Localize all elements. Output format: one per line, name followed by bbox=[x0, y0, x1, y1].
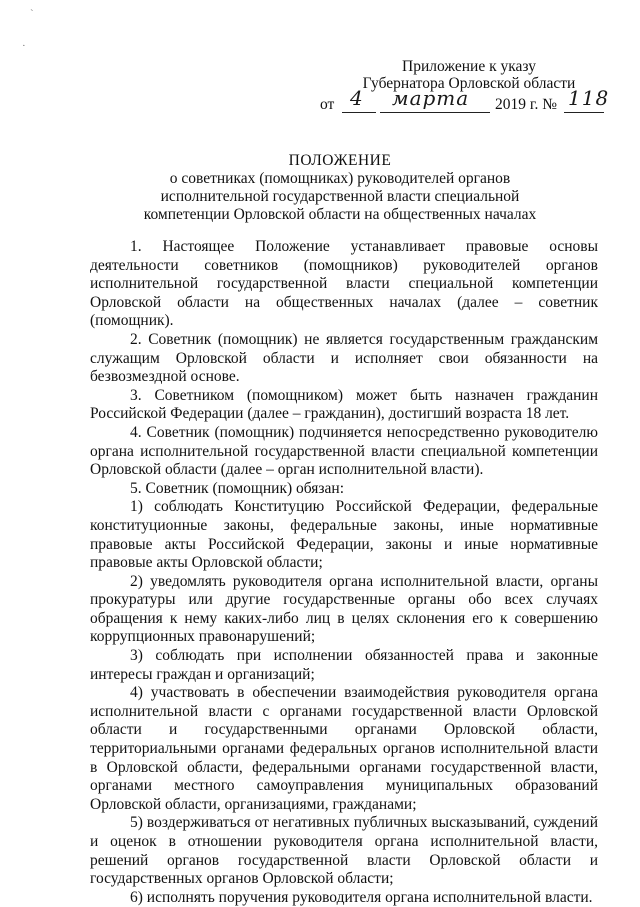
list-item: 3) соблюдать при исполнении обязанностей права и законные интересы граждан и организаций; bbox=[90, 647, 598, 683]
title-heading: ПОЛОЖЕНИЕ bbox=[288, 152, 392, 169]
handwritten-month: марта bbox=[392, 86, 470, 110]
appendix-date-line bbox=[320, 86, 620, 114]
paragraph: 5. Советник (помощник) обязан: bbox=[130, 479, 345, 497]
appendix-line: Приложение к указу bbox=[402, 58, 536, 75]
handwritten-day: 4 bbox=[350, 86, 364, 110]
title-line: о советниках (помощниках) руководителей органов bbox=[169, 170, 511, 187]
list-item: 4) участвовать в обеспечении взаимодействия руководителя органа исполнительной власти с органами государственной власти Орловской области и государственными органами Орловской области, территориальными органами федеральных органов исполнительной власти в Орловской области, федеральными органами государственной власти, органами местного самоуправления муниципальных образований Орловской области, организациями, гражданами; bbox=[90, 684, 598, 813]
list-item: 2) уведомлять руководителя органа исполнительной власти, органы прокуратуры или другие государственные органы обо всех случаях обращения к нему каких-либо лиц в целях склонения его к совершению коррупционных правонарушений; bbox=[90, 572, 598, 646]
paragraph: 2. Советник (помощник) не является государственным гражданским служащим Орловской области и исполняет свои обязанности на безвозмездной основе. bbox=[90, 330, 598, 386]
date-prefix: от bbox=[320, 96, 335, 113]
scan-mark: ˋ bbox=[30, 8, 34, 20]
scan-mark: · bbox=[22, 40, 26, 52]
paragraph: 1. Настоящее Положение устанавливает правовые основы деятельности советников (помощников) руководителей органов исполнительной государственной власти специальной компетенции Орловской области на общественных началах (далее – советник (помощник). bbox=[90, 238, 598, 330]
list-item: 5) воздерживаться от негативных публичных высказываний, суждений и оценок в отношении руководителя органа исполнительной власти, решений органов государственной власти Орловской области и государственных органов Орловской области; bbox=[90, 814, 598, 888]
title-line: компетенции Орловской области на общественных началах bbox=[143, 206, 537, 223]
paragraph: 3. Советником (помощником) может быть назначен гражданин Российской Федерации (далее – гражданин), достигший возраста 18 лет. bbox=[90, 386, 598, 423]
paragraph: 4. Советник (помощник) подчиняется непосредственно руководителю органа исполнительной государственной власти специальной компетенции Орловской области (далее – орган исполнительной власти). bbox=[90, 423, 598, 479]
list-item: 1) соблюдать Конституцию Российской Федерации, федеральные конституционные законы, федеральные законы, иные нормативные правовые акты Российской Федерации, законы и иные нормативные правовые акты Орловской области; bbox=[90, 498, 598, 572]
document-body bbox=[90, 238, 598, 907]
title-line: исполнительной государственной власти специальной bbox=[160, 188, 520, 205]
list-item: 6) исполнять поручения руководителя органа исполнительной власти. bbox=[130, 888, 593, 906]
document-title bbox=[80, 152, 600, 224]
handwritten-number: 118 bbox=[568, 86, 610, 110]
appendix-header bbox=[320, 58, 620, 114]
year-number-label: 2019 г. № bbox=[495, 96, 558, 113]
appendix-authority: Губернатора Орловской области bbox=[362, 75, 576, 92]
